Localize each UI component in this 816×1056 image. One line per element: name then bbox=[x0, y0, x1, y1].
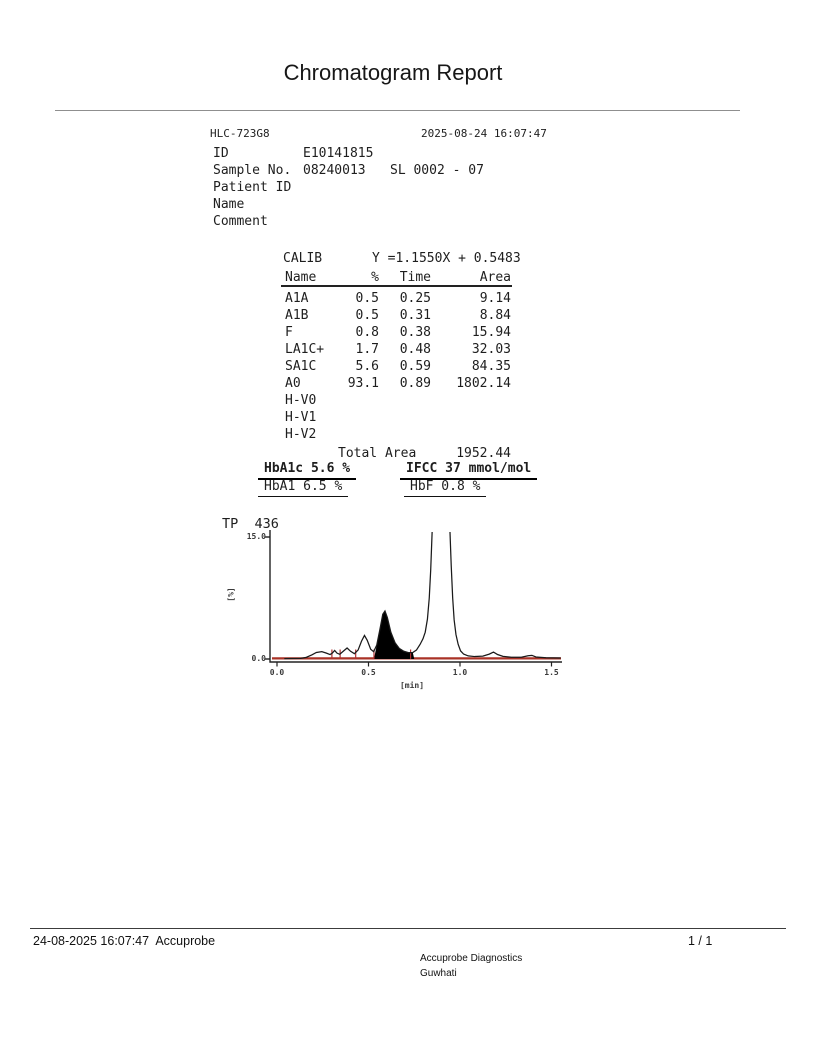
field-label: ID bbox=[213, 146, 229, 161]
cell-pct: 1.7 bbox=[355, 342, 379, 357]
axes bbox=[270, 530, 562, 662]
page-title: Chromatogram Report bbox=[283, 60, 503, 85]
chromatogram-plot bbox=[255, 528, 565, 698]
cell-name: A1B bbox=[285, 308, 309, 323]
cell-pct: 0.5 bbox=[355, 291, 379, 306]
calib-equation: Y =1.1550X + 0.5483 bbox=[372, 251, 521, 266]
cell-name: F bbox=[285, 325, 293, 340]
title-divider bbox=[55, 110, 740, 111]
field-value: E10141815 bbox=[303, 146, 374, 161]
table-divider bbox=[281, 285, 512, 287]
table-row bbox=[285, 376, 511, 391]
cell-area: 8.84 bbox=[479, 308, 511, 323]
y-tick-label: 15.0 bbox=[246, 532, 266, 541]
result-hba1c: HbA1c 5.6 % bbox=[258, 461, 356, 480]
table-header-row bbox=[285, 270, 511, 285]
cell-pct: 0.5 bbox=[355, 308, 379, 323]
org-city: Guwhati bbox=[420, 968, 457, 979]
header-pct: % bbox=[371, 270, 379, 285]
total-peaks-label: TP 436 bbox=[222, 516, 279, 532]
x-tick-label: 1.0 bbox=[452, 668, 468, 677]
cell-name: SA1C bbox=[285, 359, 317, 374]
table-row bbox=[285, 427, 511, 442]
cell-name: H-V0 bbox=[285, 393, 317, 408]
x-tick-label: 0.5 bbox=[361, 668, 376, 677]
field-label: Name bbox=[213, 197, 245, 212]
footer-divider bbox=[30, 928, 786, 929]
table-row bbox=[285, 325, 511, 340]
cell-pct: 93.1 bbox=[347, 376, 379, 391]
total-area-label: Total Area bbox=[338, 446, 417, 461]
cell-pct: 5.6 bbox=[355, 359, 379, 374]
cell-name: H-V2 bbox=[285, 427, 317, 442]
filled-peak-sa1c bbox=[374, 611, 414, 659]
y-tick-label: 0.0 bbox=[251, 654, 266, 663]
cell-time: 0.25 bbox=[399, 291, 431, 306]
result-hbf: HbF 0.8 % bbox=[404, 479, 486, 497]
cell-time: 0.59 bbox=[399, 359, 431, 374]
field-label: Patient ID bbox=[213, 180, 292, 195]
cell-time: 0.38 bbox=[399, 325, 431, 340]
header-name: Name bbox=[285, 270, 317, 285]
field-label: Sample No. bbox=[213, 163, 292, 178]
cell-time: 0.31 bbox=[399, 308, 431, 323]
x-tick-label: 1.5 bbox=[544, 668, 559, 677]
y-axis-label: [%] bbox=[226, 587, 236, 602]
cell-area: 1802.14 bbox=[456, 376, 511, 391]
result-ifcc: IFCC 37 mmol/mol bbox=[400, 461, 537, 480]
cell-name: H-V1 bbox=[285, 410, 317, 425]
cell-time: 0.48 bbox=[399, 342, 431, 357]
org-name: Accuprobe Diagnostics bbox=[420, 953, 523, 964]
x-axis-label: [min] bbox=[399, 681, 425, 690]
cell-name: A1A bbox=[285, 291, 309, 306]
field-value: 08240013 bbox=[303, 163, 366, 178]
cell-pct: 0.8 bbox=[355, 325, 379, 340]
cell-area: 84.35 bbox=[471, 359, 511, 374]
report-datetime: 2025-08-24 16:07:47 bbox=[421, 127, 547, 140]
cell-area: 15.94 bbox=[471, 325, 511, 340]
field-extra: SL 0002 - 07 bbox=[390, 163, 484, 178]
calib-label: CALIB bbox=[283, 251, 323, 266]
footer-datetime: 24-08-2025 16:07:47 Accuprobe bbox=[33, 934, 216, 948]
table-row bbox=[285, 359, 511, 374]
field-label: Comment bbox=[213, 214, 268, 229]
table-row bbox=[285, 410, 511, 425]
cell-area: 32.03 bbox=[471, 342, 511, 357]
header-area: Area bbox=[479, 270, 511, 285]
table-row bbox=[285, 308, 511, 323]
elution-trace bbox=[284, 528, 560, 659]
table-row bbox=[285, 291, 511, 306]
cell-name: A0 bbox=[285, 376, 301, 391]
result-hba1: HbA1 6.5 % bbox=[258, 479, 348, 497]
page-number: 1 / 1 bbox=[688, 934, 713, 948]
table-row bbox=[285, 342, 511, 357]
cell-time: 0.89 bbox=[399, 376, 431, 391]
table-row bbox=[285, 393, 511, 408]
total-area-value: 1952.44 bbox=[456, 446, 511, 461]
device-label: HLC-723G8 bbox=[210, 127, 270, 140]
cell-name: LA1C+ bbox=[285, 342, 325, 357]
x-tick-label: 0.0 bbox=[269, 668, 285, 677]
header-time: Time bbox=[399, 270, 431, 285]
cell-area: 9.14 bbox=[479, 291, 511, 306]
